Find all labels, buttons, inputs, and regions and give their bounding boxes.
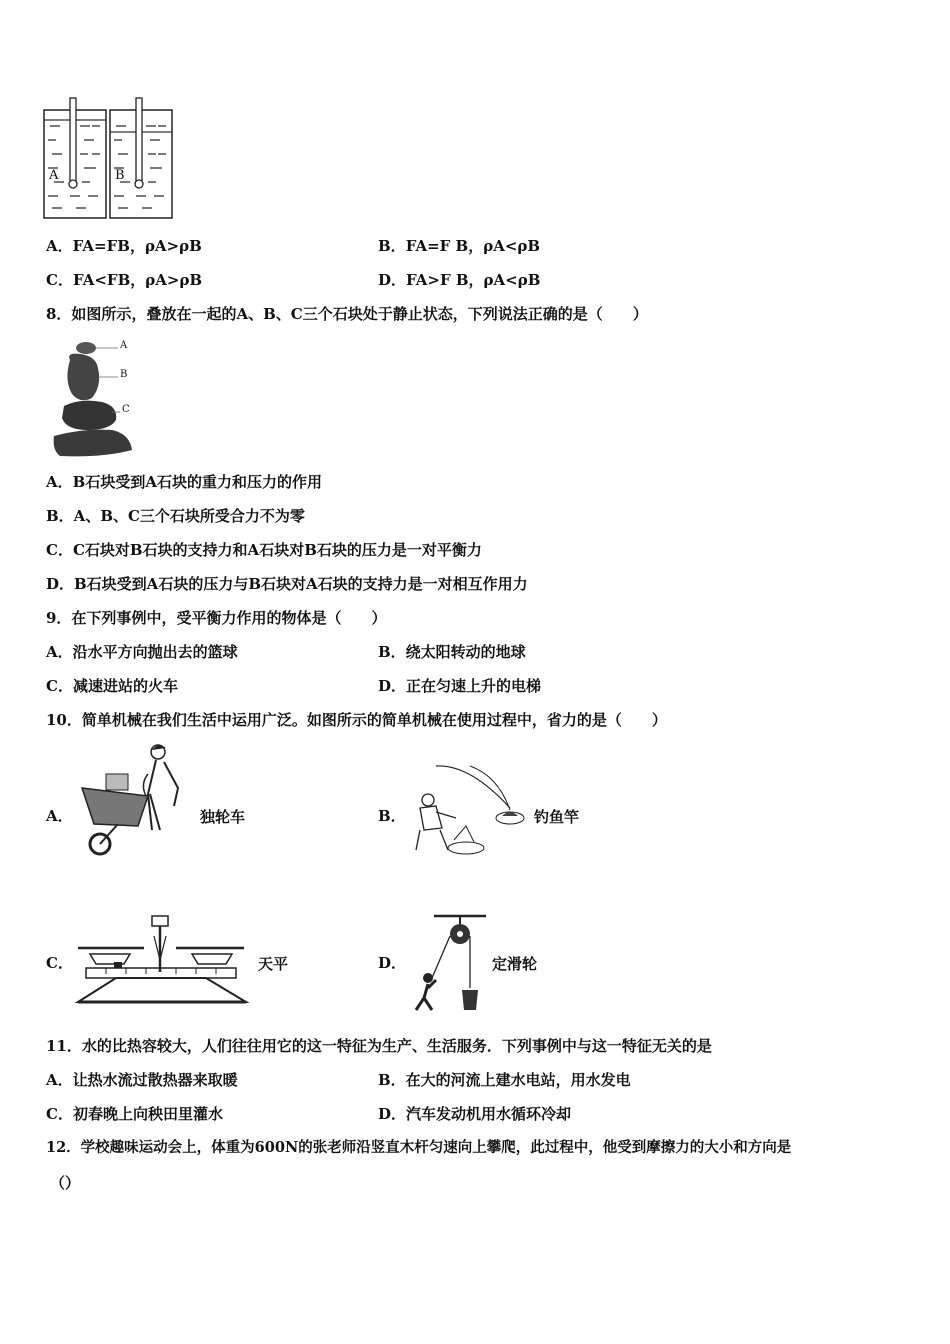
q10-option-c-letter[interactable]: C． <box>46 954 73 972</box>
q8-figure-label-c: C <box>122 404 130 415</box>
q9-option-b[interactable]: B．绕太阳转动的地球 <box>378 643 526 661</box>
q8-option-b[interactable]: B．A、B、C三个石块所受合力不为零 <box>46 507 305 525</box>
q10-option-c-caption: 天平 <box>258 955 289 973</box>
q7-option-d[interactable]: D．FA>F B，ρA<ρB <box>378 271 541 289</box>
q9-option-a[interactable]: A．沿水平方向抛出去的篮球 <box>46 643 238 661</box>
q12-stem-continued: （） <box>50 1174 81 1192</box>
q12-stem: 12．学校趣味运动会上，体重为600N的张老师沿竖直木杆匀速向上攀爬，此过程中，他受到摩擦力的大小和方向是 <box>46 1139 792 1156</box>
q8-figure-label-b: B <box>120 369 128 380</box>
q7-option-a[interactable]: A．FA=FB，ρA>ρB <box>46 237 202 255</box>
q8-option-c[interactable]: C．C石块对B石块的支持力和A石块对B石块的压力是一对平衡力 <box>46 541 482 559</box>
q9-option-c[interactable]: C．减速进站的火车 <box>46 677 178 695</box>
q7-option-b[interactable]: B．FA=F B，ρA<ρB <box>378 237 541 255</box>
q9-stem: 9．在下列事例中，受平衡力作用的物体是（ ） <box>46 609 387 627</box>
q7-option-b-text: FA=F B，ρA<ρB <box>405 237 541 255</box>
q7-option-c[interactable]: C．FA<FB，ρA>ρB <box>46 271 203 289</box>
q8-figure-stacked-stones <box>52 340 162 458</box>
q7-option-a-text: FA=FB，ρA>ρB <box>72 237 202 255</box>
q10-option-a-caption: 独轮车 <box>200 808 246 826</box>
q10-stem: 10．简单机械在我们生活中运用广泛。如图所示的简单机械在使用过程中，省力的是（ ） <box>46 711 667 729</box>
q11-option-c[interactable]: C．初春晚上向秧田里灌水 <box>46 1105 223 1123</box>
q10-option-a-letter[interactable]: A． <box>46 807 73 825</box>
q10-option-a-wheelbarrow-image <box>78 744 194 858</box>
q10-option-d-caption: 定滑轮 <box>492 955 538 973</box>
q8-figure-label-a: A <box>120 340 128 351</box>
q8-option-a[interactable]: A．B石块受到A石块的重力和压力的作用 <box>46 473 322 491</box>
q10-option-b-caption: 钓鱼竿 <box>534 808 580 826</box>
q11-option-b[interactable]: B．在大的河流上建水电站，用水发电 <box>378 1071 631 1089</box>
q7-figure-label-a: A <box>49 168 59 183</box>
q10-option-b-fishing-rod-image <box>410 764 530 860</box>
q11-option-a[interactable]: A．让热水流过散热器来取暖 <box>46 1071 238 1089</box>
q10-option-d-fixed-pulley-image <box>410 912 490 1016</box>
q8-option-d[interactable]: D．B石块受到A石块的压力与B石块对A石块的支持力是一对相互作用力 <box>46 575 528 593</box>
q7-figure-label-b: B <box>115 168 125 183</box>
q10-option-c-balance-scale-image <box>76 912 256 1008</box>
q7-option-d-text: FA>F B，ρA<ρB <box>406 271 541 289</box>
q9-option-d[interactable]: D．正在匀速上升的电梯 <box>378 677 542 695</box>
q10-option-b-letter[interactable]: B． <box>378 807 406 825</box>
q11-option-d[interactable]: D．汽车发动机用水循环冷却 <box>378 1105 572 1123</box>
q7-figure-beakers <box>40 96 180 222</box>
q7-option-c-text: FA<FB，ρA>ρB <box>72 271 203 289</box>
q8-stem: 8．如图所示，叠放在一起的A、B、C三个石块处于静止状态，下列说法正确的是（ ） <box>46 305 648 323</box>
q10-option-d-letter[interactable]: D． <box>378 954 407 972</box>
q11-stem: 11．水的比热容较大，人们往往用它的这一特征为生产、生活服务．下列事例中与这一特征无关的是 <box>46 1037 712 1055</box>
